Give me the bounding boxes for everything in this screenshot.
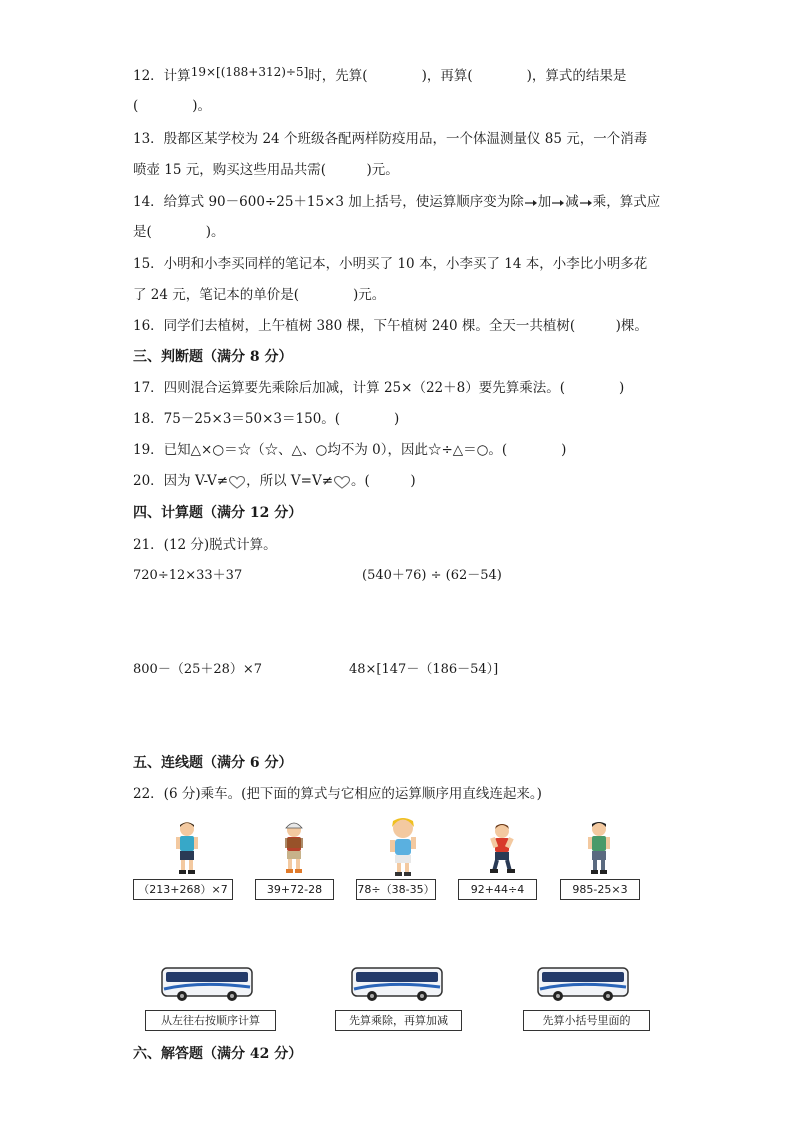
question-21-title: 21．(12 分)脱式计算。 [133, 537, 277, 553]
expression-box-1: （213+268）×7 [133, 879, 233, 900]
arrow-right-icon [552, 199, 564, 207]
boy-figure-2 [277, 820, 311, 876]
expression-box-5: 985-25×3 [560, 879, 640, 900]
bus-icon [350, 965, 444, 1003]
expression-box-4: 92+44÷4 [458, 879, 537, 900]
question-15-line1: 15．小明和小李买同样的笔记本，小明买了 10 本，小李买了 14 本，小李比小明多花 [133, 256, 648, 272]
expression-3: 800－（25＋28）×7 [133, 662, 263, 677]
order-box-1: 从左往右按顺序计算 [145, 1010, 276, 1031]
expression-2: (540＋76) ÷ (62－54) [362, 568, 502, 583]
question-18: 18．75－25×3＝50×3＝150。( ) [133, 411, 400, 427]
question-14-line2: 是( )。 [133, 224, 225, 240]
question-12-line1: 12．计算19×[(188+312)÷5]时，先算( )，再算( )，算式的结果是 [133, 65, 627, 84]
section-4-title: 四、计算题（满分 12 分） [133, 505, 303, 521]
section-5-title: 五、连线题（满分 6 分） [133, 755, 293, 771]
expression-box-2: 39+72-28 [255, 879, 334, 900]
order-box-3: 先算小括号里面的 [523, 1010, 650, 1031]
question-13-line2: 喷壶 15 元，购买这些用品共需( )元。 [133, 162, 399, 178]
question-20: 20．因为 V-V≠ ，所以 V=V≠ 。( ) [133, 473, 416, 489]
expression-1: 720÷12×33＋37 [133, 568, 243, 583]
section-3-title: 三、判断题（满分 8 分） [133, 349, 293, 365]
bus-icon [536, 965, 630, 1003]
section-6-title: 六、解答题（满分 42 分） [133, 1046, 303, 1062]
boy-figure-3 [383, 815, 423, 877]
question-17: 17．四则混合运算要先乘除后加减，计算 25×（22＋8）要先算乘法。( ) [133, 380, 625, 396]
order-box-2: 先算乘除，再算加减 [335, 1010, 462, 1031]
question-12-line2: ( )。 [133, 98, 212, 114]
heart-icon [228, 475, 246, 489]
boy-figure-5 [582, 820, 616, 876]
question-22-title: 22．(6 分)乘车。(把下面的算式与它相应的运算顺序用直线连起来。) [133, 786, 542, 802]
question-16: 16．同学们去植树，上午植树 380 棵，下午植树 240 棵。全天一共植树( )棵。 [133, 318, 648, 334]
arrow-right-icon [525, 199, 537, 207]
expression-4: 48×[147－（186－54）] [349, 662, 499, 677]
bus-icon [160, 965, 254, 1003]
expression-box-3: 78÷（38-35） [356, 879, 436, 900]
boy-figure-1 [170, 820, 204, 876]
question-15-line2: 了 24 元，笔记本的单价是( )元。 [133, 287, 386, 303]
heart-icon [333, 475, 351, 489]
arrow-right-icon [580, 199, 592, 207]
boy-figure-4 [485, 822, 519, 876]
formula: 19×[(188+312)÷5] [190, 65, 309, 79]
question-14-line1: 14．给算式 90－600÷25＋15×3 加上括号，使运算顺序变为除 加 减 乘，算式应 [133, 194, 661, 210]
question-19: 19．已知△×○＝☆（☆、△、○均不为 0），因此☆÷△＝○。( ) [133, 442, 567, 458]
question-13-line1: 13．殷都区某学校为 24 个班级各配两样防疫用品，一个体温测量仪 85 元，一个消毒 [133, 131, 648, 147]
